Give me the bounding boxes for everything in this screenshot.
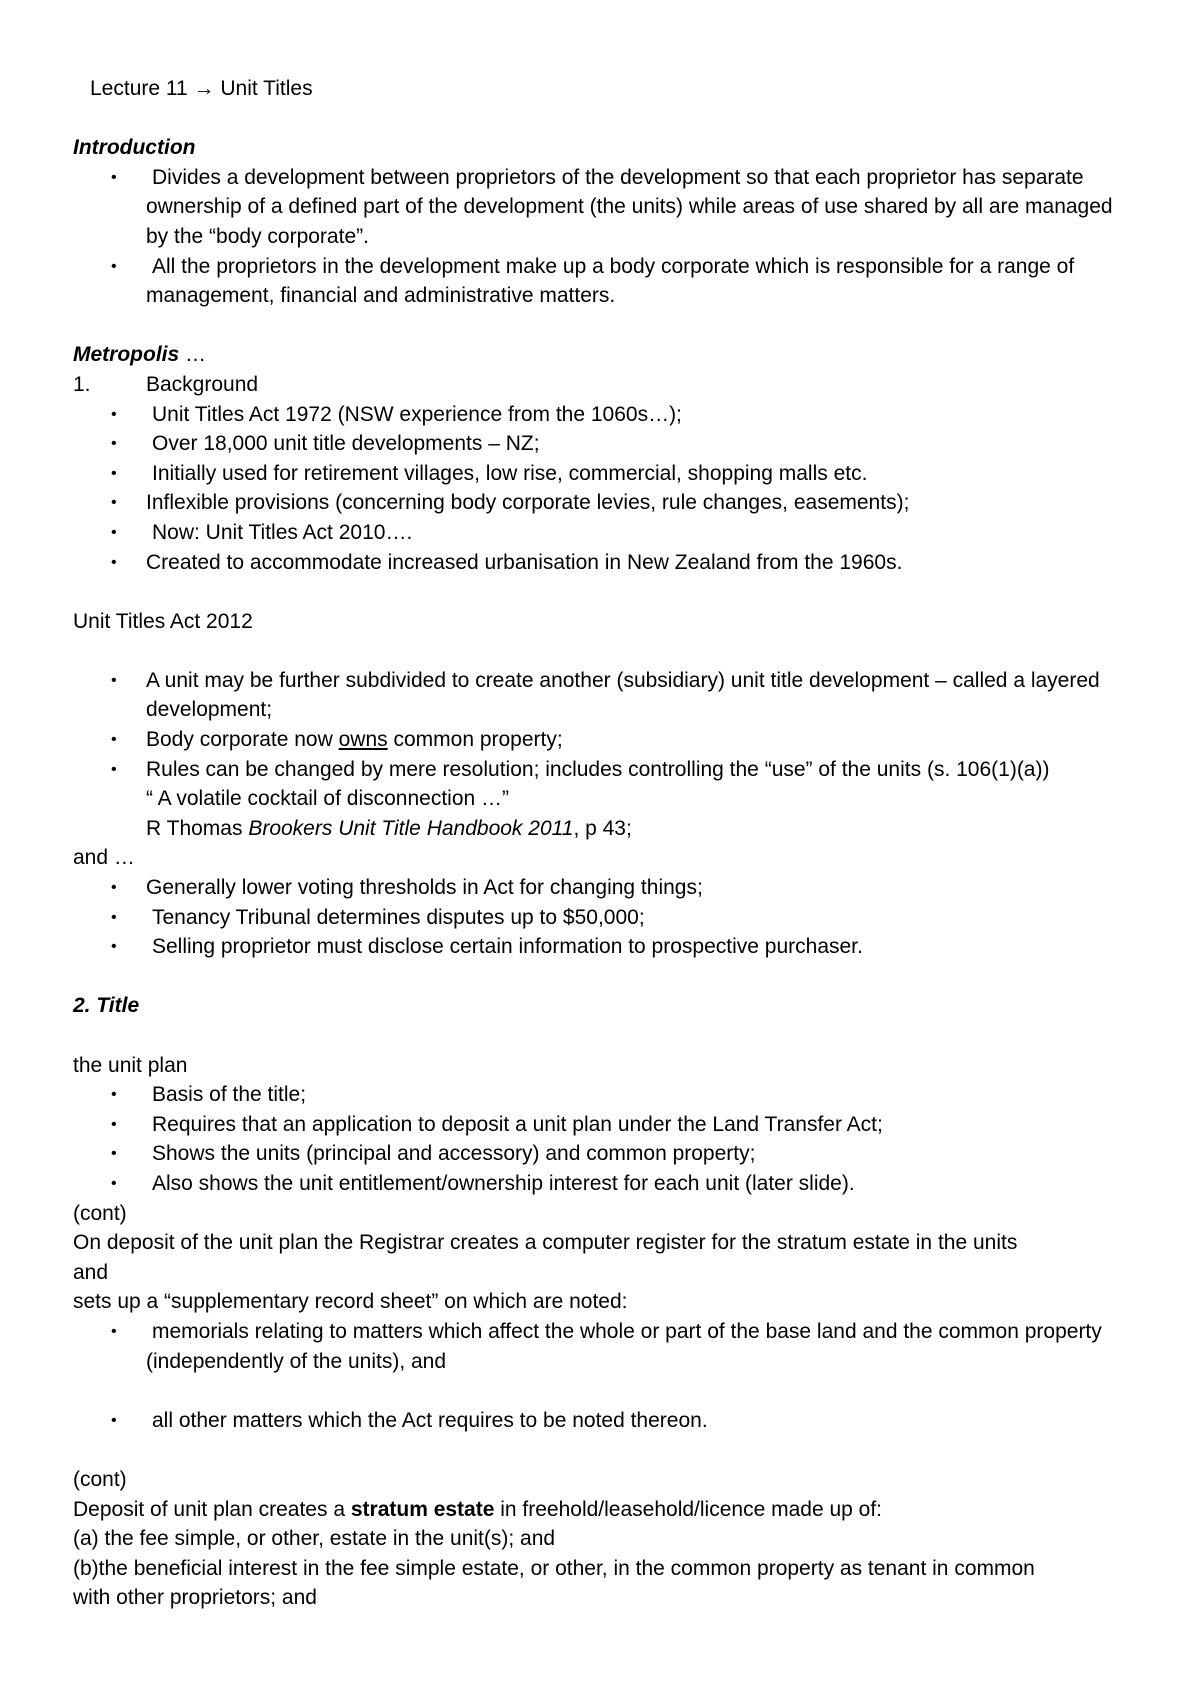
list-item	[73, 873, 1133, 903]
citation-author: R Thomas	[146, 816, 249, 840]
background-list	[73, 400, 1133, 578]
list-item	[73, 1139, 1133, 1169]
list-item-text: Shows the units (principal and accessory) and common property;	[152, 1142, 756, 1166]
list-item	[73, 400, 1133, 430]
list-item	[73, 548, 1133, 578]
list-item-text: A unit may be further subdivided to create another (subsidiary) unit title development – called a layered development;	[146, 668, 1100, 722]
paragraph-text: in freehold/leasehold/licence made up of:	[494, 1497, 882, 1521]
list-item	[73, 666, 1133, 725]
unit-plan-label: the unit plan	[73, 1053, 188, 1077]
list-item	[73, 725, 1133, 755]
list-item	[73, 1169, 1133, 1199]
introduction-heading: Introduction	[73, 136, 196, 160]
metropolis-heading-line	[73, 340, 1133, 370]
background-item	[73, 370, 1133, 400]
item-b-line: with other proprietors; and	[73, 1586, 317, 1610]
arrow-icon: →	[193, 77, 215, 100]
list-item-text: Initially used for retirement villages, low rise, commercial, shopping malls etc.	[152, 461, 868, 485]
list-item-text: Body corporate now	[146, 728, 339, 752]
citation	[73, 814, 1133, 844]
list-item-text: Tenancy Tribunal determines disputes up to $50,000;	[152, 905, 645, 929]
metropolis-heading: Metropolis	[73, 343, 180, 367]
list-item-text: Also shows the unit entitlement/ownership interest for each unit (later slide).	[152, 1171, 855, 1195]
item-b-line: (b)the beneficial interest in the fee simple estate, or other, in the common property as tenant in common	[73, 1556, 1035, 1580]
list-item-text: all other matters which the Act requires to be noted thereon.	[152, 1408, 708, 1432]
list-item	[73, 488, 1133, 518]
list-item	[73, 1406, 1133, 1436]
title-section-heading: 2. Title	[73, 994, 140, 1018]
act-2012-list	[73, 666, 1133, 784]
paragraph-line: sets up a “supplementary record sheet” on which are noted:	[73, 1290, 628, 1314]
list-item-text: Rules can be changed by mere resolution; includes controlling the “use” of the units (s. 106(1)(a))	[146, 757, 1050, 781]
item-a: (a) the fee simple, or other, estate in the unit(s); and	[73, 1527, 556, 1551]
list-item	[73, 518, 1133, 548]
paragraph-line: and	[73, 1260, 109, 1284]
list-item	[73, 755, 1133, 785]
unit-plan-list	[73, 1080, 1133, 1198]
paragraph-line: On deposit of the unit plan the Registrar creates a computer register for the stratum estate in the units	[73, 1231, 1018, 1255]
list-item	[73, 932, 1133, 962]
cont-label: (cont)	[73, 1467, 127, 1491]
noted-list-2	[73, 1406, 1133, 1436]
cont-label: (cont)	[73, 1201, 127, 1225]
list-item	[73, 903, 1133, 933]
act-2012-more-list	[73, 873, 1133, 962]
list-item-text: Unit Titles Act 1972 (NSW experience from the 1060s…);	[152, 402, 682, 426]
list-item-text: All the proprietors in the development make up a body corporate which is responsible for a range of management, financial and administrative matters.	[146, 254, 1075, 308]
quote: “ A volatile cocktail of disconnection …”	[146, 787, 510, 811]
introduction-list	[73, 163, 1133, 311]
list-item-text: Created to accommodate increased urbanisation in New Zealand from the 1960s.	[146, 550, 903, 574]
list-item	[73, 429, 1133, 459]
list-item-text: Divides a development between proprietors of the development so that each proprietor has separate ownership of a defined part of the development (the units) while areas of use shared by all are managed by the “body corporate”.	[146, 165, 1113, 248]
citation-title: Brookers Unit Title Handbook 2011	[248, 816, 574, 840]
metropolis-ellipsis: …	[179, 343, 207, 367]
list-item	[73, 1080, 1133, 1110]
background-number: 1.	[73, 372, 91, 396]
list-item-text: Basis of the title;	[152, 1083, 307, 1107]
page-title	[73, 74, 1133, 104]
document-content	[73, 74, 1133, 1613]
list-item	[73, 163, 1133, 252]
list-item-text: Generally lower voting thresholds in Act for changing things;	[146, 876, 703, 900]
list-item-text: Now: Unit Titles Act 2010….	[152, 520, 413, 544]
act-2012-heading: Unit Titles Act 2012	[73, 609, 253, 633]
noted-list	[73, 1317, 1133, 1376]
list-item-text: memorials relating to matters which affect the whole or part of the base land and the common property (independently of the units), and	[146, 1319, 1102, 1373]
list-item-text: Requires that an application to deposit a unit plan under the Land Transfer Act;	[152, 1112, 883, 1136]
list-item-text: common property;	[387, 728, 563, 752]
list-item-text: Inflexible provisions (concerning body corporate levies, rule changes, easements);	[146, 491, 910, 515]
background-label: Background	[146, 372, 259, 396]
underlined-word: owns	[338, 728, 388, 752]
list-item-text: Over 18,000 unit title developments – NZ;	[152, 432, 540, 456]
list-item	[73, 459, 1133, 489]
list-item	[73, 1317, 1133, 1376]
list-item	[73, 1110, 1133, 1140]
paragraph-line	[73, 1495, 1133, 1525]
and-label: and …	[73, 846, 135, 870]
title-suffix: Unit Titles	[220, 77, 313, 100]
list-item	[73, 252, 1133, 311]
title-prefix: Lecture 11	[90, 77, 188, 100]
list-item-text: Selling proprietor must disclose certain information to prospective purchaser.	[152, 935, 863, 959]
paragraph-text: Deposit of unit plan creates a	[73, 1497, 351, 1521]
bold-term: stratum estate	[350, 1497, 495, 1521]
citation-page: , p 43;	[573, 816, 632, 840]
